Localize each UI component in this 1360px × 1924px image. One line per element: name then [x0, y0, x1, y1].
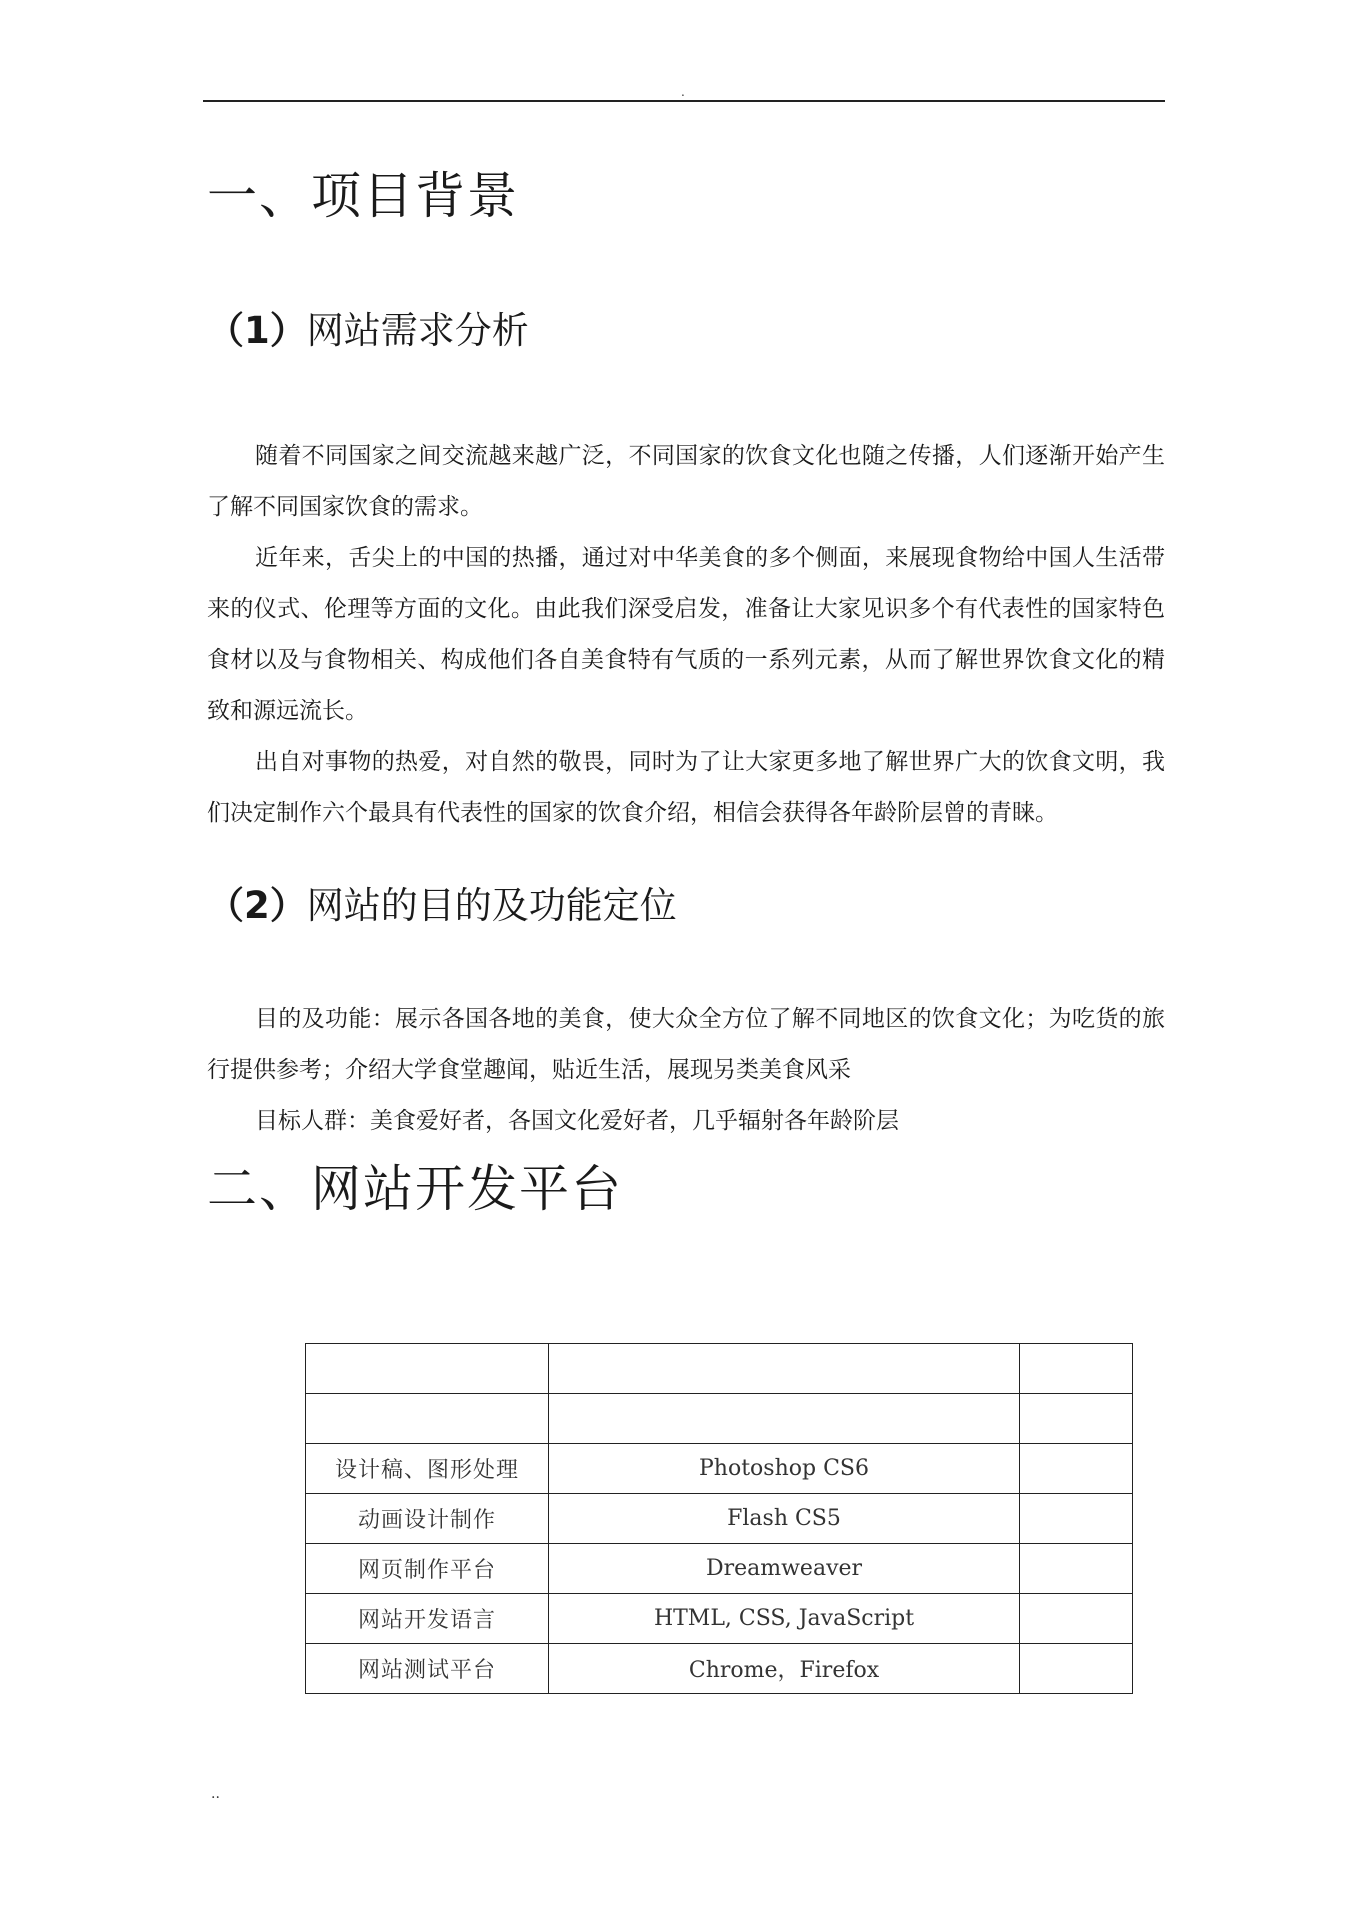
table-cell: [1020, 1644, 1133, 1694]
paragraph: 出自对事物的热爱，对自然的敬畏，同时为了让大家更多地了解世界广大的饮食文明，我们决定制作六个最具有代表性的国家的饮食介绍，相信会获得各年龄阶层曾的青睐。: [207, 749, 1165, 826]
table-cell: 网站开发语言: [306, 1594, 549, 1644]
table-row: [306, 1494, 1133, 1544]
table-cell: [1020, 1344, 1133, 1394]
table-cell: [1020, 1444, 1133, 1494]
table-cell: Chrome，Firefox: [549, 1644, 1020, 1694]
paragraph: 近年来，舌尖上的中国的热播，通过对中华美食的多个侧面，来展现食物给中国人生活带来的仪式、伦理等方面的文化。由此我们深受启发，准备让大家见识多个有代表性的国家特色食材以及与食物相关、构成他们各自美食特有气质的一系列元素，从而了解世界饮食文化的精致和源远流长。: [207, 545, 1165, 724]
table-cell: [1020, 1394, 1133, 1444]
table-row: [306, 1394, 1133, 1444]
table-cell: 网页制作平台: [306, 1544, 549, 1594]
table-cell: Dreamweaver: [549, 1544, 1020, 1594]
table-row: [306, 1644, 1133, 1694]
paragraph: 目标人群：美食爱好者，各国文化爱好者，几乎辐射各年龄阶层: [255, 1108, 899, 1134]
header-mark: .: [681, 85, 685, 99]
table-cell: [1020, 1494, 1133, 1544]
table-cell: [549, 1394, 1020, 1444]
subsection-number: （2）: [207, 884, 307, 927]
table-cell: [306, 1344, 549, 1394]
table-cell: Photoshop CS6: [549, 1444, 1020, 1494]
subsection-title-purpose: [207, 881, 1165, 931]
table-row: [306, 1544, 1133, 1594]
purpose-text: [207, 994, 1165, 1147]
footer-mark: ..: [211, 1786, 220, 1802]
subsection-title-requirements: [207, 306, 1165, 356]
table-cell: [549, 1344, 1020, 1394]
paragraph: 目的及功能：展示各国各地的美食，使大众全方位了解不同地区的饮食文化；为吃货的旅行提供参考；介绍大学食堂趣闻，贴近生活，展现另类美食风采: [207, 1006, 1165, 1083]
table-cell: [1020, 1544, 1133, 1594]
table-cell: HTML, CSS, JavaScript: [549, 1594, 1020, 1644]
table-row: [306, 1594, 1133, 1644]
paragraph: 随着不同国家之间交流越来越广泛，不同国家的饮食文化也随之传播，人们逐渐开始产生了解不同国家饮食的需求。: [207, 443, 1165, 520]
table-cell: Flash CS5: [549, 1494, 1020, 1544]
table-cell: 网站测试平台: [306, 1644, 549, 1694]
table-cell: 动画设计制作: [306, 1494, 549, 1544]
subsection-number: （1）: [207, 309, 307, 352]
section-title-background: 一、项目背景: [207, 167, 519, 225]
table-row: [306, 1344, 1133, 1394]
table-cell: [306, 1394, 549, 1444]
subsection-label: 网站的目的及功能定位: [306, 884, 677, 927]
document-body: [207, 160, 1165, 1225]
section-title-platform: 二、网站开发平台: [207, 1160, 623, 1218]
table-cell: 设计稿、图形处理: [306, 1444, 549, 1494]
platform-table: [305, 1343, 1133, 1694]
requirements-text: [207, 431, 1165, 839]
table-row: [306, 1444, 1133, 1494]
table-cell: [1020, 1594, 1133, 1644]
subsection-label: 网站需求分析: [306, 309, 529, 352]
header-rule: [203, 100, 1165, 102]
